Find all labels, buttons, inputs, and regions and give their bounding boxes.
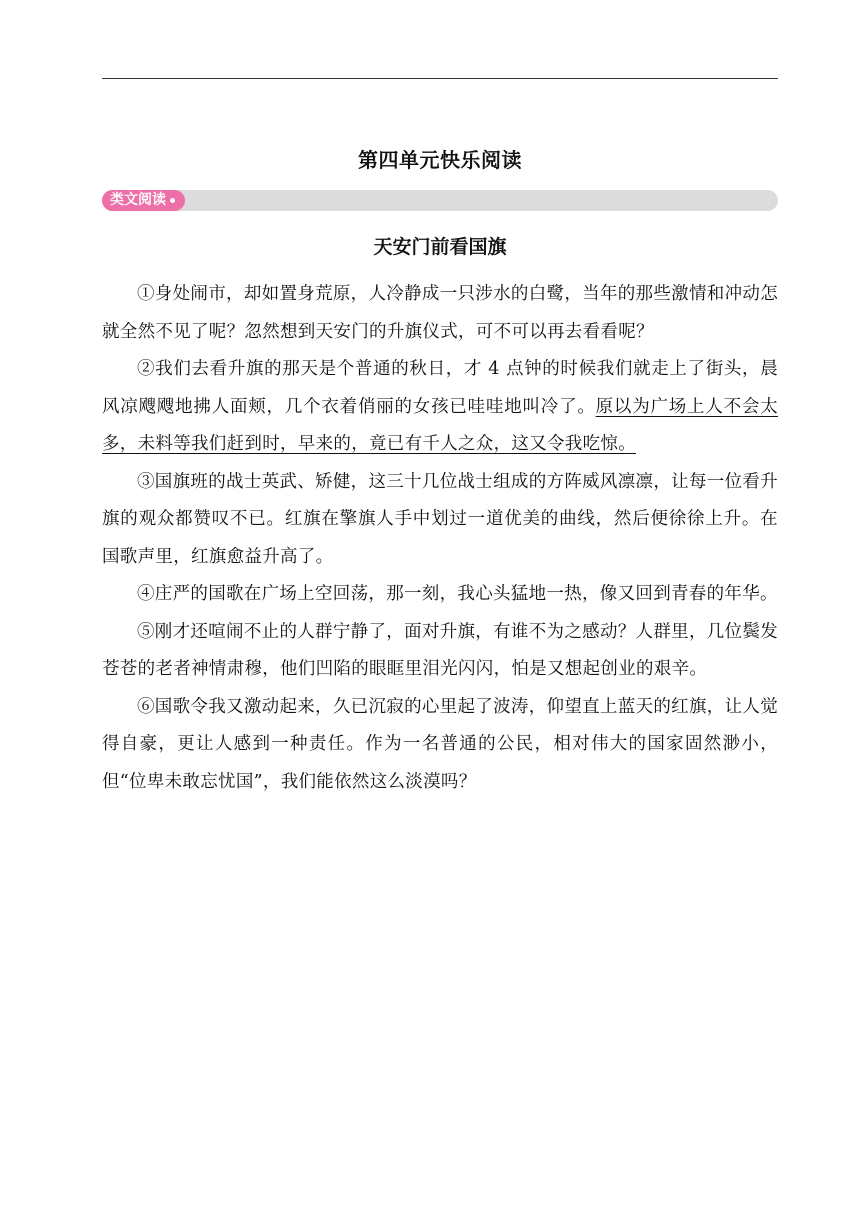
paragraph-1: ①身处闹市，却如置身荒原，人冷静成一只涉水的白鹭，当年的那些激情和冲动怎就全然不见了呢？忽然想到天安门的升旗仪式，可不可以再去看看呢？ — [102, 284, 778, 342]
section-tag-label: 类文阅读 — [110, 192, 166, 208]
article-body — [102, 276, 778, 801]
unit-title: 第四单元快乐阅读 — [358, 148, 522, 172]
paragraph-6: ⑥国歌令我又激动起来，久已沉寂的心里起了波涛，仰望直上蓝天的红旗，让人觉得自豪，更让人感到一种责任。作为一名普通的公民，相对伟大的国家固然渺小，但“位卑未敢忘忧国”，我们能依然这么淡漠吗？ — [102, 696, 778, 792]
paragraph-3: ③国旗班的战士英武、矫健，这三十几位战士组成的方阵威风凛凛，让每一位看升旗的观众都赞叹不已。红旗在擎旗人手中划过一道优美的曲线，然后便徐徐上升。在国歌声里，红旗愈益升高了。 — [102, 471, 778, 567]
top-rule — [102, 78, 778, 79]
bullet-icon — [170, 198, 175, 203]
paragraph-5: ⑤刚才还喧闹不止的人群宁静了，面对升旗，有谁不为之感动？人群里，几位鬓发苍苍的老者神情肃穆，他们凹陷的眼眶里泪光闪闪，怕是又想起创业的艰辛。 — [102, 621, 778, 679]
section-tag — [102, 190, 185, 211]
article-title: 天安门前看国旗 — [373, 236, 507, 258]
paragraph-2-text: ②我们去看升旗的那天是个普通的秋日，才 4 点钟的时候我们就走上了街头，晨风凉飕飕地拂人面颊，几个衣着俏丽的女孩已哇哇地叫冷了。 — [102, 359, 778, 417]
paragraph-2 — [102, 351, 778, 464]
section-bar — [102, 190, 778, 211]
paragraph-4: ④庄严的国歌在广场上空回荡，那一刻，我心头猛地一热，像又回到青春的年华。 — [137, 584, 778, 604]
underlined-sentence: 原以为广场上人不会太多，未料等我们赶到时，早来的，竟已有千人之众，这又令我吃惊。 — [102, 396, 778, 454]
